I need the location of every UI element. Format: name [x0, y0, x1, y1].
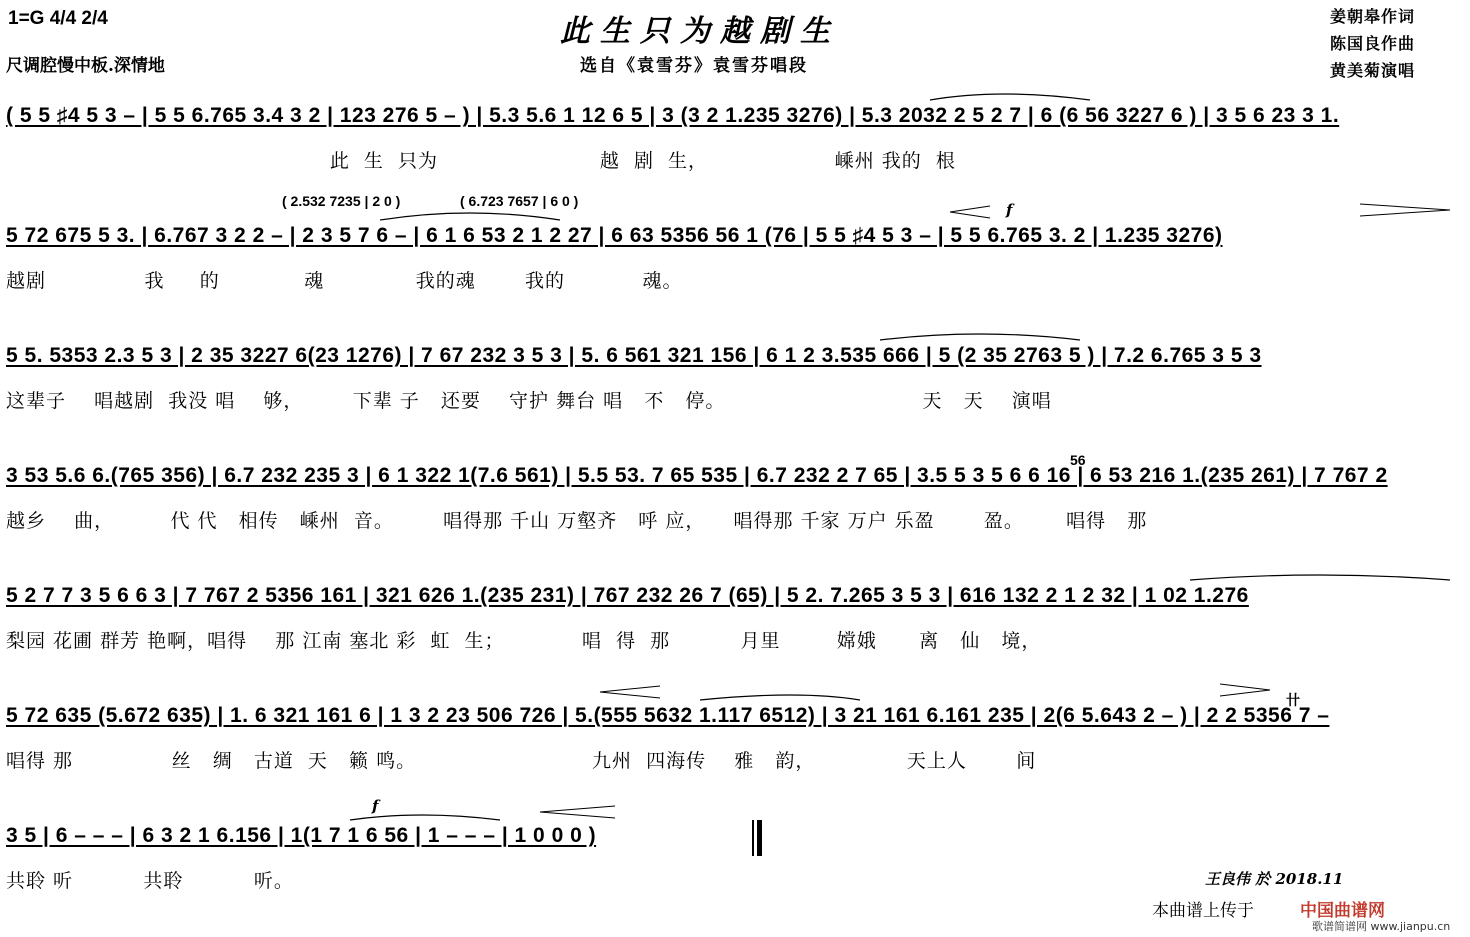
- grace-note: 56: [1070, 452, 1086, 468]
- upload-note: 本曲谱上传于: [1152, 901, 1254, 921]
- score-line-3: 5 5. 5353 2.3 5 3 | 2 35 3227 6(23 1276) | 7 67 232 3 5 3 | 5. 6 561 321 156 | 6 1 2 3.535 666 | 5 (2 35 2763 5 ) | 7.2 6.765 3 5 3: [6, 344, 1262, 367]
- tempo-marking: 尺调腔慢中板.深情地: [6, 56, 165, 76]
- lyricist-credit: 姜朝皋作词: [1330, 7, 1416, 26]
- score-line-1: ( 5 5 ♯4 5 3 – | 5 5 6.765 3.4 3 2 | 123 276 5 – ) | 5.3 5.6 1 12 6 5 | 3 (3 2 1.235 3276) | 5.3 2032 2 5 2 7 | 6 (6 56 3227 6 ) | 3 5 6 23 3 1.: [6, 104, 1340, 127]
- watermark: 歌谱简谱网 www.jianpu.cn: [1312, 920, 1451, 933]
- site-logo: 中国曲谱网: [1300, 901, 1385, 921]
- decrescendo-hairpin: [1220, 684, 1270, 696]
- score-line-5: 5 2 7 7 3 5 6 6 3 | 7 767 2 5356 161 | 321 626 1.(235 231) | 767 232 26 7 (65) | 5 2. 7.265 3 5 3 | 616 132 2 1 2 32 | 1 02 1.276: [6, 584, 1249, 607]
- subtitle: 选自《袁雪芬》袁雪芬唱段: [580, 56, 808, 76]
- score-line-4: 3 53 5.6 6.(765 356) | 6.7 232 235 3 | 6 1 322 1(7.6 561) | 5.5 53. 7 65 535 | 6.7 232 2 7 65 | 3.5 5 3 5 6 6 16 | 6 53 216 1.(235 261) | 7 767 2: [6, 464, 1388, 487]
- score-line-6: 5 72 635 (5.672 635) | 1. 6 321 161 6 | 1 3 2 23 506 726 | 5.(555 5632 1.117 6512) | 3 21 161 6.161 235 | 2(6 5.643 2 – ) | 2 2 5356 7 –: [6, 704, 1330, 727]
- free-tempo-mark: 卄: [1286, 692, 1300, 708]
- lyric-line-7: 共聆 听 共聆 听。: [6, 870, 294, 892]
- final-barline-thin: [752, 820, 754, 856]
- score-line-2: 5 72 675 5 3. | 6.767 3 2 2 – | 2 3 5 7 6 – | 6 1 6 53 2 1 2 27 | 6 63 5356 56 1 (76 | 5 5 ♯4 5 3 – | 5 5 6.765 3. 2 | 1.235 3276): [6, 224, 1223, 247]
- lyric-line-2: 越剧 我 的 魂 我的魂 我的 魂。: [6, 270, 683, 292]
- lyric-line-4: 越乡 曲， 代 代 相传 嵊州 音。 唱得那 千山 万壑齐 呼 应， 唱得那 千家 万户 乐盈 盈。 唱得 那: [6, 510, 1148, 532]
- lyric-line-1: 此 生 只为 越 剧 生， 嵊州 我的 根: [6, 150, 956, 172]
- slur: [930, 94, 1090, 100]
- key-signature: 1=G 4/4 2/4: [8, 8, 108, 29]
- composer-credit: 陈国良作曲: [1330, 34, 1416, 53]
- singer-credit: 黄美菊演唱: [1330, 61, 1416, 80]
- final-barline-thick: [757, 820, 762, 856]
- crescendo-hairpin: [540, 806, 615, 818]
- ossia-notes: ( 6.723 7657 | 6 0 ): [460, 193, 579, 209]
- slur: [1190, 575, 1450, 580]
- slur: [880, 334, 1080, 340]
- slur: [380, 213, 560, 220]
- crescendo-hairpin: [950, 206, 990, 218]
- lyric-line-6: 唱得 那 丝 绸 古道 天 籁 鸣。 九州 四海传 雅 韵， 天上人 间: [6, 750, 1037, 772]
- ossia-notes: ( 2.532 7235 | 2 0 ): [282, 193, 401, 209]
- lyric-line-3: 这辈子 唱越剧 我没 唱 够， 下辈 子 还要 守护 舞台 唱 不 停。 天 天 演唱: [6, 390, 1052, 412]
- lyric-line-5: 梨园 花圃 群芳 艳啊，唱得 那 江南 塞北 彩 虹 生； 唱 得 那 月里 嫦娥 离 仙 境，: [6, 630, 1042, 652]
- decrescendo-hairpin: [1360, 204, 1450, 216]
- score-line-7: 3 5 | 6 – – – | 6 3 2 1 6.156 | 1(1 7 1 6 56 | 1 – – – | 1 0 0 0 ): [6, 824, 597, 847]
- forte-mark: f: [372, 797, 379, 815]
- crescendo-hairpin: [600, 686, 660, 698]
- slur: [700, 695, 860, 700]
- signature: 王良伟 於 2018.11: [1205, 870, 1344, 888]
- slur: [350, 815, 500, 820]
- forte-mark: f: [1006, 201, 1013, 219]
- page-title: 此生只为越剧生: [560, 14, 840, 49]
